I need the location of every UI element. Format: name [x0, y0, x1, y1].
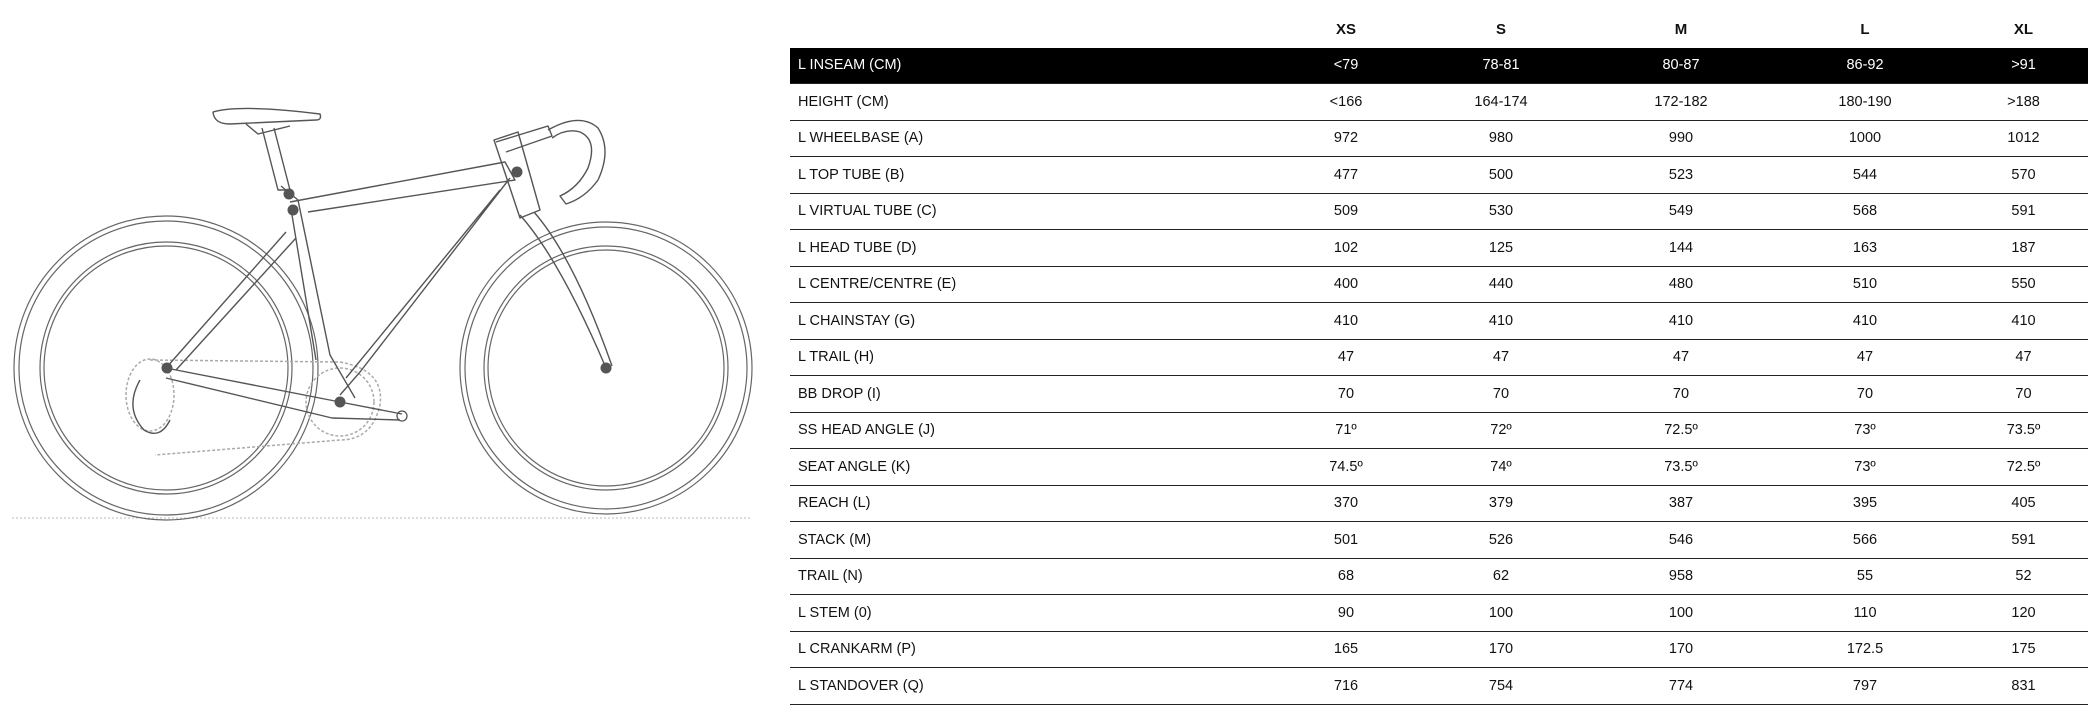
row-value: 47 [2015, 349, 2032, 366]
row-value: 47 [1856, 349, 1874, 366]
row-value: 70 [1337, 385, 1355, 402]
row-value: 716 [1333, 677, 1359, 694]
table-row [790, 558, 2088, 595]
row-value: 980 [1488, 130, 1514, 147]
row-label: REACH (L) [798, 495, 871, 512]
row-value: 180-190 [1838, 93, 1892, 110]
row-value: >91 [2011, 57, 2036, 74]
frame-dots [162, 167, 612, 408]
row-value: 70 [1856, 385, 1874, 402]
row-label: L WHEELBASE (A) [798, 130, 924, 147]
row-value: 477 [1333, 166, 1359, 183]
bike-geometry-illustration [0, 0, 760, 701]
row-label: L CHAINSTAY (G) [798, 312, 916, 329]
row-value: 70 [1492, 385, 1510, 402]
row-value: 379 [1488, 495, 1514, 512]
size-header-row [790, 12, 2088, 48]
geometry-table-body [790, 48, 2088, 705]
row-value: 530 [1488, 203, 1514, 220]
row-value: 172.5 [1846, 641, 1884, 658]
row-value: 73º [1854, 422, 1876, 439]
row-value: 120 [2011, 604, 2036, 621]
table-row [790, 303, 2088, 340]
row-value: <79 [1333, 57, 1359, 74]
row-value: >188 [2007, 93, 2040, 110]
drivetrain [126, 359, 381, 455]
row-value: 526 [1488, 531, 1514, 548]
pedal [397, 411, 407, 421]
row-value: 47 [1492, 349, 1510, 366]
row-value: 395 [1852, 495, 1878, 512]
size-header-s: S [1495, 21, 1506, 39]
row-value: 72º [1490, 422, 1512, 439]
row-value: 549 [1668, 203, 1694, 220]
row-value: 68 [1337, 568, 1355, 585]
table-row [790, 449, 2088, 486]
row-value: 175 [2011, 641, 2036, 658]
table-row [790, 376, 2088, 413]
size-header-l: L [1860, 21, 1870, 39]
row-value: 566 [1852, 531, 1878, 548]
row-value: 100 [1668, 604, 1694, 621]
row-value: 125 [1488, 239, 1514, 256]
row-label: L TRAIL (H) [798, 349, 875, 366]
row-value: 546 [1668, 531, 1694, 548]
row-value: 70 [2015, 385, 2032, 402]
table-row [790, 668, 2088, 705]
row-value: 47 [1672, 349, 1690, 366]
row-value: 73º [1854, 458, 1876, 475]
row-value: 1012 [2007, 130, 2040, 147]
row-value: 591 [2011, 531, 2036, 548]
table-row [790, 522, 2088, 559]
row-value: 831 [2011, 677, 2036, 694]
row-label: L INSEAM (CM) [798, 57, 902, 74]
size-header-xl: XL [2013, 21, 2034, 39]
table-row [790, 230, 2088, 267]
row-label: L VIRTUAL TUBE (C) [798, 203, 937, 220]
row-value: 55 [1856, 568, 1874, 585]
row-label: TRAIL (N) [798, 568, 863, 585]
row-label: L HEAD TUBE (D) [798, 239, 917, 256]
row-value: 90 [1337, 604, 1355, 621]
row-value: 73.5º [2006, 422, 2041, 439]
row-value: 1000 [1848, 130, 1882, 147]
row-value: 165 [1333, 641, 1359, 658]
table-row [790, 266, 2088, 303]
row-value: 100 [1488, 604, 1514, 621]
row-value: <166 [1329, 93, 1363, 110]
row-label: L STEM (0) [798, 604, 872, 621]
row-value: 73.5º [1664, 458, 1698, 475]
table-row [790, 48, 2088, 84]
row-label: L CRANKARM (P) [798, 641, 916, 658]
row-value: 972 [1333, 130, 1359, 147]
row-label: BB DROP (I) [798, 385, 881, 402]
row-value: 86-92 [1846, 57, 1884, 74]
empty-header-cell [790, 12, 1281, 48]
row-value: 74.5º [1329, 458, 1363, 475]
row-label: L STANDOVER (Q) [798, 677, 924, 694]
row-label: HEIGHT (CM) [798, 93, 889, 110]
size-header-xs: XS [1335, 21, 1356, 39]
table-row [790, 485, 2088, 522]
row-value: 990 [1668, 130, 1694, 147]
row-value: 400 [1333, 276, 1359, 293]
row-value: 410 [1668, 312, 1694, 329]
row-value: 510 [1852, 276, 1878, 293]
row-value: 52 [2015, 568, 2032, 585]
row-value: 591 [2011, 203, 2036, 220]
table-row [790, 339, 2088, 376]
row-value: 774 [1668, 677, 1694, 694]
row-value: 405 [2011, 495, 2036, 512]
row-value: 500 [1488, 166, 1514, 183]
row-label: SS HEAD ANGLE (J) [798, 422, 935, 439]
row-value: 797 [1852, 677, 1878, 694]
row-value: 570 [2011, 166, 2036, 183]
row-value: 163 [1852, 239, 1878, 256]
row-label: STACK (M) [798, 531, 872, 548]
table-row [790, 595, 2088, 632]
row-value: 72.5º [1664, 422, 1698, 439]
row-value: 164-174 [1474, 93, 1528, 110]
row-value: 110 [1853, 604, 1877, 621]
row-value: 187 [2011, 239, 2036, 256]
table-row [790, 120, 2088, 157]
row-value: 523 [1668, 166, 1694, 183]
row-value: 754 [1488, 677, 1514, 694]
row-value: 72.5º [2006, 458, 2041, 475]
row-value: 410 [2011, 312, 2036, 329]
row-value: 62 [1492, 568, 1510, 585]
row-label: SEAT ANGLE (K) [798, 458, 911, 475]
row-value: 47 [1337, 349, 1355, 366]
row-value: 70 [1672, 385, 1690, 402]
table-row [790, 631, 2088, 668]
row-value: 170 [1488, 641, 1514, 658]
row-label: L CENTRE/CENTRE (E) [798, 276, 957, 293]
row-value: 501 [1333, 531, 1359, 548]
row-value: 410 [1852, 312, 1878, 329]
row-value: 71º [1335, 422, 1357, 439]
row-value: 74º [1490, 458, 1512, 475]
row-value: 544 [1852, 166, 1878, 183]
row-value: 550 [2011, 276, 2036, 293]
bike-frame [133, 108, 612, 433]
row-value: 958 [1668, 568, 1694, 585]
row-label: L TOP TUBE (B) [798, 166, 905, 183]
row-value: 144 [1668, 239, 1694, 256]
size-header-m: M [1674, 21, 1688, 39]
row-value: 410 [1488, 312, 1514, 329]
row-value: 78-81 [1482, 57, 1520, 74]
row-value: 80-87 [1662, 57, 1700, 74]
row-value: 410 [1333, 312, 1359, 329]
table-row [790, 84, 2088, 121]
row-value: 172-182 [1654, 93, 1708, 110]
table-row [790, 412, 2088, 449]
row-value: 480 [1668, 276, 1694, 293]
table-row [790, 193, 2088, 230]
row-value: 440 [1488, 276, 1514, 293]
table-row [790, 157, 2088, 194]
row-value: 170 [1668, 641, 1694, 658]
row-value: 509 [1333, 203, 1359, 220]
row-value: 102 [1333, 239, 1359, 256]
row-value: 387 [1668, 495, 1694, 512]
row-value: 568 [1852, 203, 1878, 220]
row-value: 370 [1333, 495, 1359, 512]
geometry-table [790, 12, 2088, 705]
